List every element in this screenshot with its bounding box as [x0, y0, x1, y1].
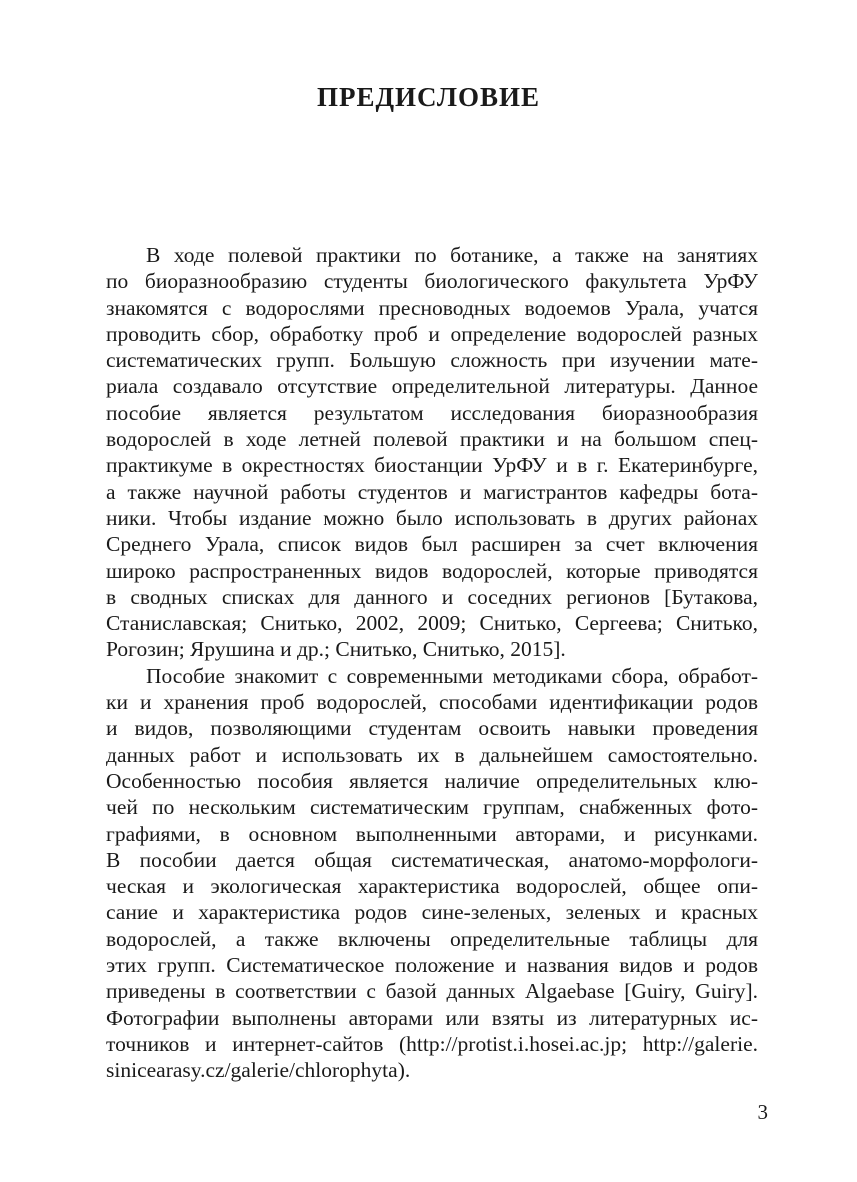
text-line: и видов, позволяющими студентам освоить навыки проведения — [106, 716, 758, 741]
text-line: в сводных списках для данного и соседних регионов [Бутакова, — [106, 584, 758, 609]
text-line: проводить сбор, обработку проб и определение водорослей разных — [106, 321, 758, 346]
text-line: точников и интернет-сайтов (http://protist.i.hosei.ac.jp; http://galerie. — [106, 1031, 758, 1056]
text-line: сание и характеристика родов сине-зеленых, зеленых и красных — [106, 900, 758, 925]
page-title: ПРЕДИСЛОВИЕ — [316, 82, 541, 112]
body-text — [106, 242, 758, 1084]
text-line: Особенностью пособия является наличие определительных клю- — [106, 768, 758, 793]
text-line: Пособие знакомит с современными методиками сбора, обработ- — [146, 663, 758, 688]
text-line: практикуме в окрестностях биостанции УрФУ и в г. Екатеринбурге, — [106, 453, 758, 478]
text-line: по биоразнообразию студенты биологического факультета УрФУ — [106, 269, 758, 294]
text-line: графиями, в основном выполненными авторами, и рисунками. — [106, 821, 758, 846]
text-line: ники. Чтобы издание можно было использовать в других районах — [106, 505, 758, 530]
text-line: приведены в соответствии с базой данных Algaebase [Guiry, Guiry]. — [106, 979, 758, 1004]
text-line: водорослей в ходе летней полевой практики и на большом спец- — [106, 427, 758, 452]
text-line: риала создавало отсутствие определительной литературы. Данное — [106, 374, 758, 399]
text-line: Рогозин; Ярушина и др.; Снитько, Снитько, 2015]. — [106, 637, 566, 662]
text-line: В ходе полевой практики по ботанике, а также на занятиях — [146, 243, 758, 267]
page-number: 3 — [757, 1100, 768, 1124]
paragraph-2 — [106, 663, 758, 1084]
text-line: пособие является результатом исследования биоразнообразия — [106, 400, 758, 425]
paragraph-1 — [106, 242, 758, 663]
text-line: Среднего Урала, список видов был расширен за счет включения — [106, 532, 758, 557]
text-line: систематических групп. Большую сложность при изучении мате- — [106, 348, 758, 373]
text-line: данных работ и использовать их в дальнейшем самостоятельно. — [106, 742, 758, 767]
text-line: Фотографии выполнены авторами или взяты из литературных ис- — [106, 1005, 758, 1030]
text-line: водорослей, а также включены определительные таблицы для — [106, 926, 758, 951]
text-line: В пособии дается общая систематическая, анатомо-морфологи- — [106, 847, 758, 872]
text-line: ческая и экологическая характеристика водорослей, общее опи- — [106, 874, 758, 899]
text-line: а также научной работы студентов и магистрантов кафедры бота- — [106, 479, 758, 504]
text-line: знакомятся с водорослями пресноводных водоемов Урала, учатся — [106, 295, 758, 320]
text-line: широко распространенных видов водорослей, которые приводятся — [106, 558, 758, 583]
text-line: sinicearasy.cz/galerie/chlorophyta). — [106, 1058, 411, 1083]
text-line: этих групп. Систематическое положение и названия видов и родов — [106, 953, 758, 978]
text-line: чей по нескольким систематическим группам, снабженных фото- — [106, 795, 758, 820]
text-line: ки и хранения проб водорослей, способами идентификации родов — [106, 690, 758, 715]
text-line: Станиславская; Снитько, 2002, 2009; Снитько, Сергеева; Снитько, — [106, 611, 758, 636]
